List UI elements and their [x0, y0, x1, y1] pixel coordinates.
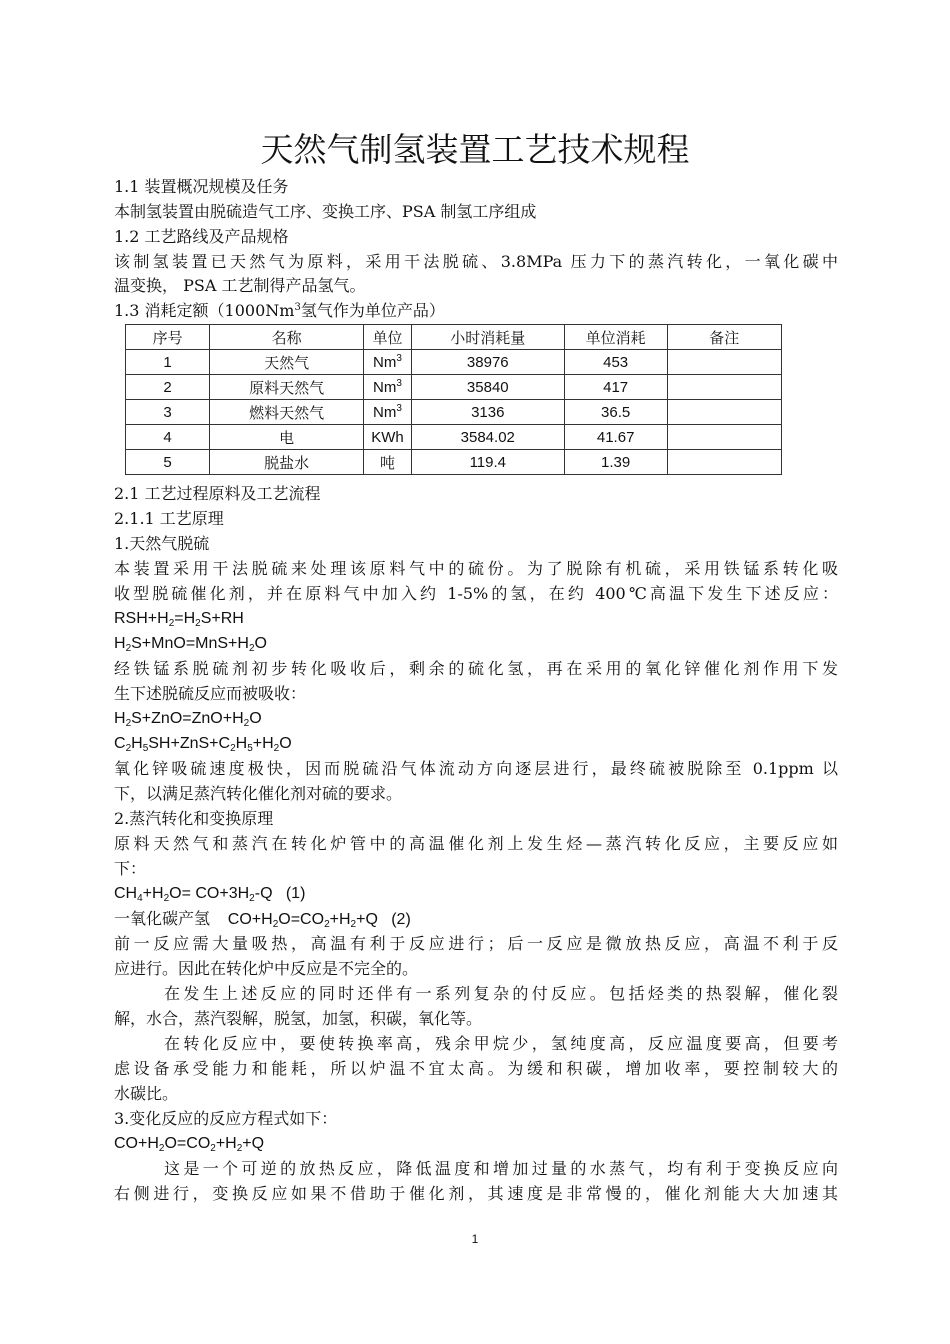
cell-unit: Nm$^3$ [364, 375, 412, 400]
cell-note [667, 400, 781, 425]
cell-name: 脱盐水 [210, 450, 364, 475]
subheading-desulfurization: 1.天然气脱硫 [114, 534, 210, 553]
subheading-shift-reaction: 3.变化反应的反应方程式如下： [114, 1109, 338, 1128]
section-heading-1-1: 1.1 装置概况规模及任务 [114, 177, 289, 196]
section-heading-1-3: 1.3 消耗定额（1000Nm$^3$氢气作为单位产品） [114, 301, 445, 320]
table-header-row [126, 325, 782, 350]
section-heading-2-1-1: 2.1.1 工艺原理 [114, 509, 224, 528]
paragraph-1-1: 本制氢装置由脱硫造气工序、变换工序、PSA 制氢工序组成 [114, 202, 537, 221]
table-row [126, 425, 782, 450]
page-number: 1 [471, 1232, 479, 1246]
cell-name: 原料天然气 [210, 375, 364, 400]
header-cell: 序号 [126, 325, 210, 350]
cell-per-unit: 417 [564, 375, 667, 400]
cell-no: 5 [126, 450, 210, 475]
cell-no: 1 [126, 350, 210, 375]
reform-paragraph-1-line2: 下： [114, 859, 147, 878]
formula-shift: $CO+H_2O=CO_2+H_2+Q$ [114, 1135, 265, 1154]
cell-unit: Nm$^3$ [364, 350, 412, 375]
cell-hourly: 3584.02 [411, 425, 564, 450]
reform-paragraph-3-line2: 解，水合，蒸汽裂解，脱氢，加氢，积碳，氧化等。 [114, 1009, 483, 1028]
cell-hourly: 3136 [411, 400, 564, 425]
reform-paragraph-3-line1: 在发生上述反应的同时还伴有一系列复杂的付反应。包括烃类的热裂解，催化裂 [164, 984, 838, 1003]
desulfur-paragraph-3-line1: 氧化锌吸硫速度极快，因而脱硫沿气体流动方向逐层进行，最终硫被脱除至 0.1ppm 以 [114, 759, 838, 778]
reform-paragraph-4-line3: 水碳比。 [114, 1084, 179, 1103]
cell-no: 4 [126, 425, 210, 450]
cell-note [667, 375, 781, 400]
table-row [126, 400, 782, 425]
formula-ethanethiol: $C_2H_5SH+ZnS+C_2H_5+H_2O$ [114, 735, 292, 754]
cell-name: 天然气 [210, 350, 364, 375]
header-cell: 单位消耗 [564, 325, 667, 350]
desulfur-paragraph-2-line1: 经铁锰系脱硫剂初步转化吸收后，剩余的硫化氢，再在采用的氧化锌催化剂作用下发 [114, 659, 838, 678]
section-heading-2-1: 2.1 工艺过程原料及工艺流程 [114, 484, 321, 503]
cell-unit: 吨 [364, 450, 412, 475]
cell-per-unit: 1.39 [564, 450, 667, 475]
paragraph-1-2-line1: 该制氢装置已天然气为原料，采用干法脱硫、3.8MPa 压力下的蒸汽转化，一氧化碳中 [114, 252, 838, 271]
cell-no: 2 [126, 375, 210, 400]
formula-zno: $H_2S+ZnO=ZnO+H_2O$ [114, 710, 262, 729]
shift-paragraph-line2: 右侧进行，变换反应如果不借助于催化剂，其速度是非常慢的，催化剂能大大加速其 [114, 1184, 838, 1203]
cell-note [667, 450, 781, 475]
cell-hourly: 35840 [411, 375, 564, 400]
formula-co-shift-line: 一氧化碳产氢 $CO+H_2O=CO_2+H_2+Q$ (2) [114, 909, 411, 930]
cell-per-unit: 453 [564, 350, 667, 375]
reform-paragraph-1-line1: 原料天然气和蒸汽在转化炉管中的高温催化剂上发生烃—蒸汽转化反应，主要反应如 [114, 834, 838, 853]
cell-per-unit: 36.5 [564, 400, 667, 425]
formula-mno: $H_2S+MnO=MnS+H_2O$ [114, 635, 267, 654]
cell-unit: Nm$^3$ [364, 400, 412, 425]
cell-name: 电 [210, 425, 364, 450]
formula-methane-reforming: $CH_4+H_2O= CO+3H_2-Q$ (1) [114, 885, 306, 904]
section-heading-1-2: 1.2 工艺路线及产品规格 [114, 227, 289, 246]
cell-no: 3 [126, 400, 210, 425]
reform-paragraph-2-line2: 应进行。因此在转化炉中反应是不完全的。 [114, 959, 419, 978]
header-cell: 名称 [210, 325, 364, 350]
cell-unit: KWh [364, 425, 412, 450]
reform-paragraph-4-line1: 在转化反应中，要使转换率高，残余甲烷少，氢纯度高，反应温度要高，但要考 [164, 1034, 838, 1053]
reform-paragraph-2-line1: 前一反应需大量吸热，高温有利于反应进行；后一反应是微放热反应，高温不利于反 [114, 934, 838, 953]
cell-hourly: 119.4 [411, 450, 564, 475]
header-cell: 备注 [667, 325, 781, 350]
cell-hourly: 38976 [411, 350, 564, 375]
desulfur-paragraph-3-line2: 下，以满足蒸汽转化催化剂对硫的要求。 [114, 784, 403, 803]
subheading-steam-reforming: 2.蒸汽转化和变换原理 [114, 809, 274, 828]
paragraph-1-2-line2: 温变换， PSA 工艺制得产品氢气。 [114, 276, 366, 295]
cell-note [667, 350, 781, 375]
desulfur-paragraph-1-line2: 收型脱硫催化剂，并在原料气中加入约 1-5%的氢，在约 400℃高温下发生下述反应： [114, 584, 838, 603]
cell-per-unit: 41.67 [564, 425, 667, 450]
table-row [126, 450, 782, 475]
desulfur-paragraph-2-line2: 生下述脱硫反应而被吸收： [114, 684, 307, 703]
cell-note [667, 425, 781, 450]
formula-rsh: $RSH+H_2=H_2S+RH$ [114, 610, 244, 629]
cell-name: 燃料天然气 [210, 400, 364, 425]
table-row [126, 350, 782, 375]
table-row [126, 375, 782, 400]
header-cell: 单位 [364, 325, 412, 350]
header-cell: 小时消耗量 [411, 325, 564, 350]
document-title: 天然气制氢装置工艺技术规程 [260, 130, 690, 169]
reform-paragraph-4-line2: 虑设备承受能力和能耗，所以炉温不宜太高。为缓和积碳，增加收率，要控制较大的 [114, 1059, 838, 1078]
consumption-table [125, 324, 782, 475]
shift-paragraph-line1: 这是一个可逆的放热反应，降低温度和增加过量的水蒸气，均有利于变换反应向 [164, 1159, 838, 1178]
desulfur-paragraph-1-line1: 本装置采用干法脱硫来处理该原料气中的硫份。为了脱除有机硫，采用铁锰系转化吸 [114, 559, 838, 578]
